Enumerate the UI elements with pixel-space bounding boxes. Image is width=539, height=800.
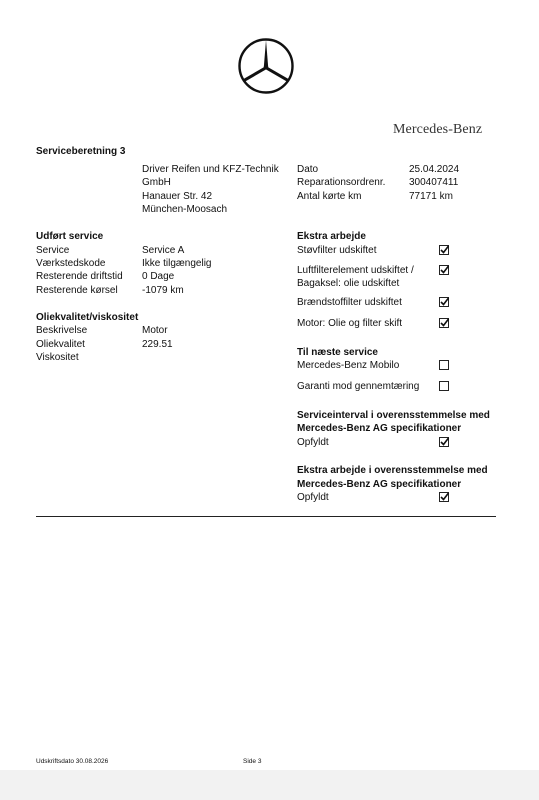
extra-spec-heading-line1: Ekstra arbejde i overensstemmelse med <box>297 465 488 476</box>
oil-quality-value: 229.51 <box>142 339 173 350</box>
next-service-label-mobilo: Mercedes-Benz Mobilo <box>297 360 400 371</box>
extra-work-label-air-filter-line2: Bagaksel: olie udskiftet <box>297 278 400 289</box>
service-interval-label: Opfyldt <box>297 437 329 448</box>
meta-label-mileage: Antal kørte km <box>297 191 362 202</box>
service-interval-heading-line2: Mercedes-Benz AG specifikationer <box>297 423 462 434</box>
remaining-distance-value: -1079 km <box>142 285 184 296</box>
meta-label-order: Reparationsordrenr. <box>297 177 386 188</box>
meta-value-mileage: 77171 km <box>409 191 453 202</box>
extra-work-label-dust-filter: Støvfilter udskiftet <box>297 245 377 256</box>
next-service-label-corrosion: Garanti mod gennemtæring <box>297 381 420 392</box>
checkmark-icon <box>439 296 450 307</box>
checkbox-air-filter <box>439 265 449 275</box>
remaining-time-value: 0 Dage <box>142 271 175 282</box>
checkmark-icon <box>439 264 450 275</box>
section-divider <box>36 516 496 517</box>
extra-spec-label: Opfyldt <box>297 492 329 503</box>
oil-description-value: Motor <box>142 325 168 336</box>
oil-heading: Oliekvalitet/viskositet <box>36 312 139 323</box>
workshop-street: Hanauer Str. 42 <box>142 191 213 202</box>
print-date: Udskriftsdato 30.08.2026 <box>36 758 109 765</box>
extra-work-label-air-filter-line1: Luftfilterelement udskiftet / <box>297 265 414 276</box>
checkmark-icon <box>439 244 450 255</box>
checkbox-extra-spec <box>439 492 449 502</box>
extra-work-label-engine-oil: Motor: Olie og filter skift <box>297 318 403 329</box>
oil-viscosity-label: Viskositet <box>36 352 79 363</box>
checkmark-icon <box>439 317 450 328</box>
checkbox-dust-filter <box>439 245 449 255</box>
service-interval-heading-line1: Serviceinterval i overensstemmelse med <box>297 410 490 421</box>
page-number: Side 3 <box>243 758 262 765</box>
viewer-background <box>0 770 539 800</box>
oil-quality-label: Oliekvalitet <box>36 339 85 350</box>
workshop-name-line2: GmbH <box>142 177 171 188</box>
extra-work-heading: Ekstra arbejde <box>297 231 366 242</box>
meta-label-date: Dato <box>297 164 319 175</box>
extra-work-label-fuel-filter: Brændstoffilter udskiftet <box>297 297 402 308</box>
checkmark-icon <box>439 491 450 502</box>
brand-wordmark: Mercedes-Benz <box>393 122 483 137</box>
service-value: Service A <box>142 245 185 256</box>
checkmark-icon <box>439 436 450 447</box>
report-title: Serviceberetning 3 <box>36 146 126 157</box>
oil-description-label: Beskrivelse <box>36 325 88 336</box>
service-label: Service <box>36 245 70 256</box>
checkbox-fuel-filter <box>439 297 449 307</box>
checkbox-corrosion <box>439 381 449 391</box>
next-service-heading: Til næste service <box>297 347 378 358</box>
checkbox-engine-oil <box>439 318 449 328</box>
mercedes-star-icon <box>237 37 295 95</box>
meta-value-order: 300407411 <box>409 177 459 188</box>
remaining-distance-label: Resterende kørsel <box>36 285 118 296</box>
remaining-time-label: Resterende driftstid <box>36 271 123 282</box>
workshop-name-line1: Driver Reifen und KFZ-Technik <box>142 164 279 175</box>
performed-service-heading: Udført service <box>36 231 104 242</box>
meta-value-date: 25.04.2024 <box>409 164 460 175</box>
checkbox-service-interval <box>439 437 449 447</box>
workshop-code-value: Ikke tilgængelig <box>142 258 212 269</box>
checkbox-mobilo <box>439 360 449 370</box>
workshop-city: München-Moosach <box>142 204 228 215</box>
workshop-code-label: Værkstedskode <box>36 258 106 269</box>
extra-spec-heading-line2: Mercedes-Benz AG specifikationer <box>297 479 462 490</box>
